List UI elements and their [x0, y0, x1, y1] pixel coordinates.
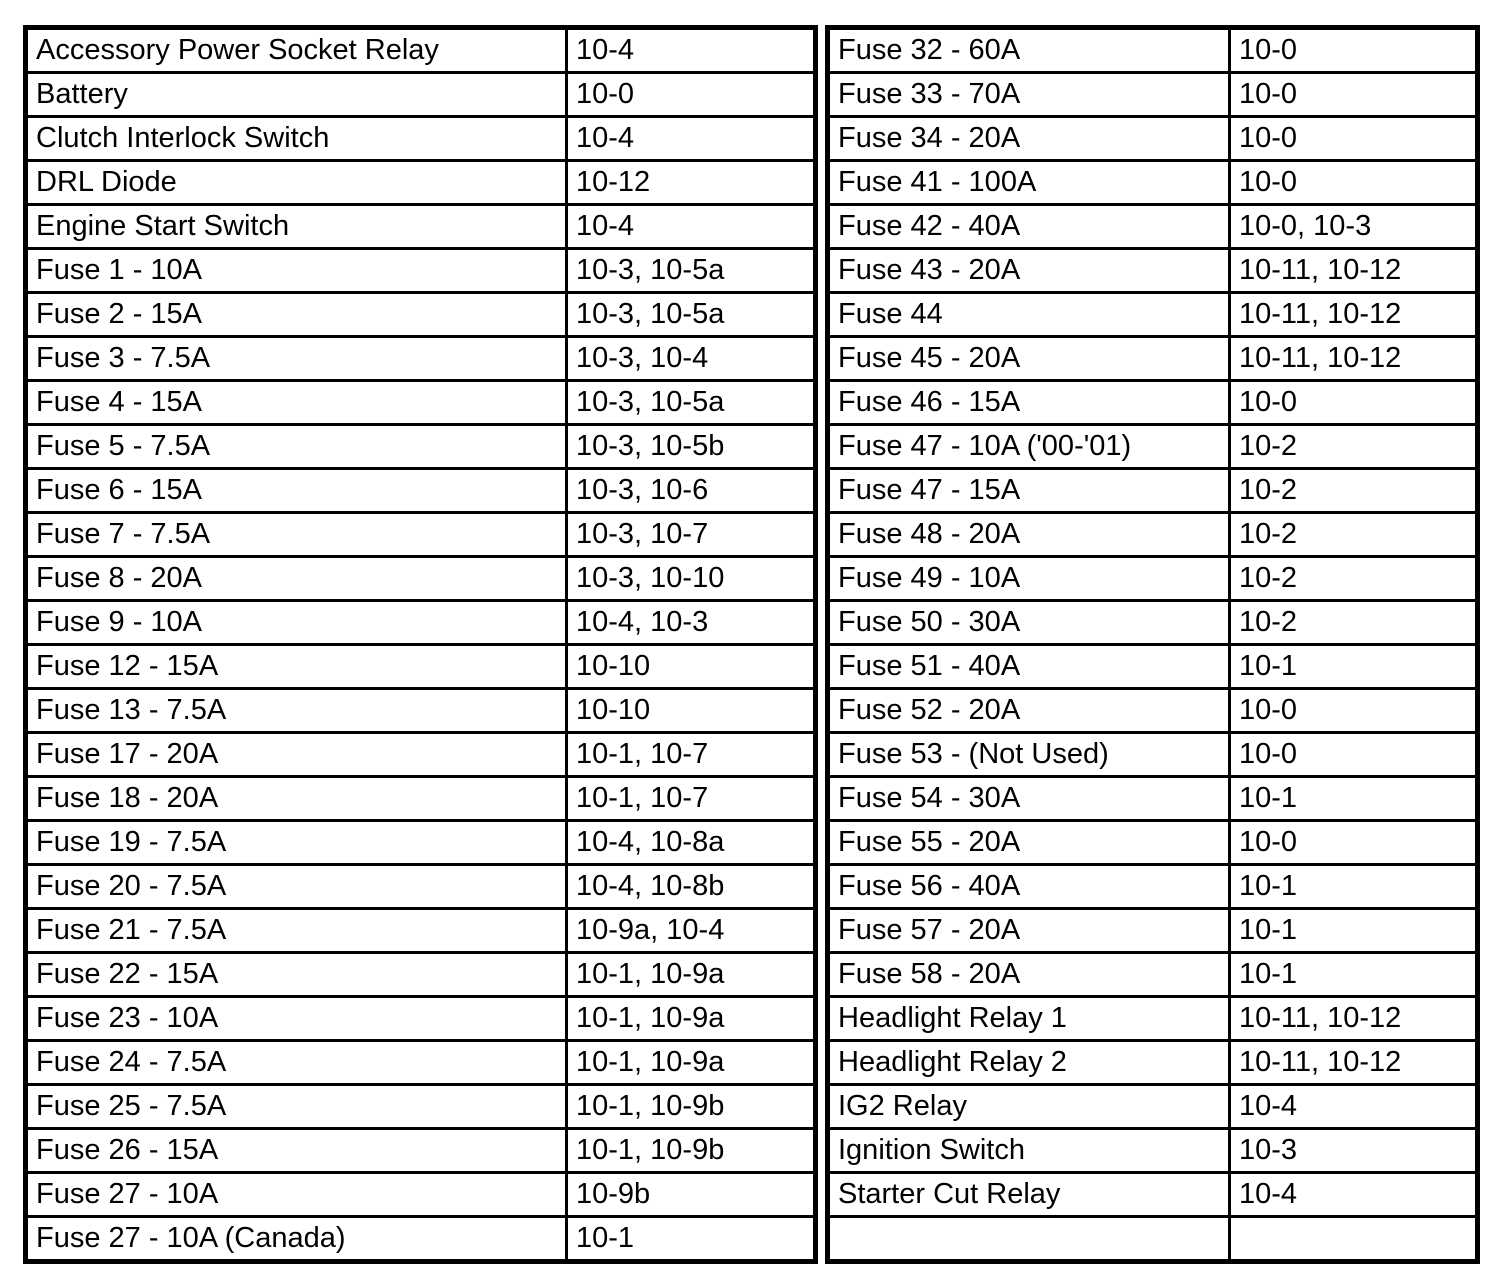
component-name-cell: Fuse 58 - 20A — [828, 953, 1230, 997]
page-reference-cell: 10-1 — [1230, 953, 1478, 997]
component-name-cell: Fuse 49 - 10A — [828, 557, 1230, 601]
table-row — [828, 1085, 1478, 1129]
page-reference-cell: 10-2 — [1230, 425, 1478, 469]
component-name-cell: Fuse 27 - 10A (Canada) — [26, 1217, 567, 1262]
table-row — [26, 953, 816, 997]
component-name-cell — [828, 1217, 1230, 1262]
page-reference-cell: 10-2 — [1230, 469, 1478, 513]
table-row — [828, 557, 1478, 601]
table-row — [26, 865, 816, 909]
component-name-cell: Fuse 27 - 10A — [26, 1173, 567, 1217]
table-row — [26, 645, 816, 689]
table-row — [828, 513, 1478, 557]
component-name-cell: Fuse 57 - 20A — [828, 909, 1230, 953]
page-reference-cell: 10-0 — [1230, 28, 1478, 73]
component-name-cell: IG2 Relay — [828, 1085, 1230, 1129]
table-row — [828, 293, 1478, 337]
table-row — [828, 381, 1478, 425]
page-reference-cell: 10-4 — [567, 117, 816, 161]
page-reference-cell: 10-2 — [1230, 513, 1478, 557]
component-name-cell: Fuse 42 - 40A — [828, 205, 1230, 249]
page-reference-cell: 10-0 — [567, 73, 816, 117]
component-name-cell: Fuse 1 - 10A — [26, 249, 567, 293]
component-name-cell: Fuse 48 - 20A — [828, 513, 1230, 557]
component-name-cell: Fuse 46 - 15A — [828, 381, 1230, 425]
page-reference-cell: 10-2 — [1230, 601, 1478, 645]
page-reference-cell: 10-0 — [1230, 161, 1478, 205]
table-row — [26, 557, 816, 601]
table-row — [828, 645, 1478, 689]
page-reference-cell: 10-9a, 10-4 — [567, 909, 816, 953]
table-row — [828, 205, 1478, 249]
component-name-cell: Fuse 32 - 60A — [828, 28, 1230, 73]
component-name-cell: Fuse 19 - 7.5A — [26, 821, 567, 865]
page-reference-cell: 10-1, 10-9a — [567, 953, 816, 997]
page-reference-cell: 10-12 — [567, 161, 816, 205]
page-reference-cell: 10-1 — [1230, 909, 1478, 953]
table-row — [26, 381, 816, 425]
component-name-cell: DRL Diode — [26, 161, 567, 205]
table-row — [26, 205, 816, 249]
page-reference-cell: 10-10 — [567, 645, 816, 689]
component-name-cell: Fuse 43 - 20A — [828, 249, 1230, 293]
table-row — [26, 601, 816, 645]
table-row — [828, 777, 1478, 821]
table-row — [828, 909, 1478, 953]
component-name-cell: Fuse 47 - 15A — [828, 469, 1230, 513]
table-row — [26, 1129, 816, 1173]
table-row — [26, 733, 816, 777]
component-name-cell: Fuse 52 - 20A — [828, 689, 1230, 733]
table-row — [828, 1217, 1478, 1262]
page-reference-cell: 10-4 — [567, 28, 816, 73]
table-row — [26, 161, 816, 205]
component-name-cell: Fuse 44 — [828, 293, 1230, 337]
table-row — [26, 117, 816, 161]
component-name-cell: Fuse 41 - 100A — [828, 161, 1230, 205]
page-reference-cell: 10-2 — [1230, 557, 1478, 601]
page-reference-cell: 10-11, 10-12 — [1230, 337, 1478, 381]
component-name-cell: Fuse 50 - 30A — [828, 601, 1230, 645]
component-name-cell: Fuse 51 - 40A — [828, 645, 1230, 689]
page-reference-cell: 10-1 — [1230, 865, 1478, 909]
component-name-cell: Fuse 33 - 70A — [828, 73, 1230, 117]
component-name-cell: Fuse 53 - (Not Used) — [828, 733, 1230, 777]
component-name-cell: Fuse 6 - 15A — [26, 469, 567, 513]
table-row — [26, 1041, 816, 1085]
page-reference-cell: 10-1 — [1230, 645, 1478, 689]
component-name-cell: Fuse 8 - 20A — [26, 557, 567, 601]
component-name-cell: Accessory Power Socket Relay — [26, 28, 567, 73]
component-name-cell: Fuse 9 - 10A — [26, 601, 567, 645]
page-reference-cell — [1230, 1217, 1478, 1262]
component-name-cell: Starter Cut Relay — [828, 1173, 1230, 1217]
page-reference-cell: 10-1, 10-9a — [567, 997, 816, 1041]
page-reference-cell: 10-4, 10-8a — [567, 821, 816, 865]
page-reference-cell: 10-0 — [1230, 733, 1478, 777]
component-name-cell: Fuse 25 - 7.5A — [26, 1085, 567, 1129]
table-row — [828, 161, 1478, 205]
table-row — [828, 953, 1478, 997]
table-row — [828, 117, 1478, 161]
component-name-cell: Fuse 54 - 30A — [828, 777, 1230, 821]
component-name-cell: Fuse 56 - 40A — [828, 865, 1230, 909]
page-reference-cell: 10-0 — [1230, 381, 1478, 425]
component-name-cell: Engine Start Switch — [26, 205, 567, 249]
component-name-cell: Fuse 17 - 20A — [26, 733, 567, 777]
table-row — [26, 249, 816, 293]
page-reference-cell: 10-1, 10-9b — [567, 1129, 816, 1173]
table-row — [828, 1173, 1478, 1217]
component-name-cell: Clutch Interlock Switch — [26, 117, 567, 161]
page-reference-cell: 10-4 — [1230, 1173, 1478, 1217]
table-row — [828, 28, 1478, 73]
component-name-cell: Fuse 13 - 7.5A — [26, 689, 567, 733]
page-reference-cell: 10-0 — [1230, 821, 1478, 865]
table-row — [26, 293, 816, 337]
component-name-cell: Fuse 12 - 15A — [26, 645, 567, 689]
page-reference-cell: 10-3, 10-6 — [567, 469, 816, 513]
page-reference-cell: 10-0, 10-3 — [1230, 205, 1478, 249]
page-reference-cell: 10-1, 10-7 — [567, 777, 816, 821]
table-row — [26, 1217, 816, 1262]
component-name-cell: Fuse 24 - 7.5A — [26, 1041, 567, 1085]
component-name-cell: Fuse 5 - 7.5A — [26, 425, 567, 469]
component-name-cell: Fuse 7 - 7.5A — [26, 513, 567, 557]
component-name-cell: Fuse 20 - 7.5A — [26, 865, 567, 909]
fuse-index-table-left — [23, 25, 818, 1264]
page-reference-cell: 10-0 — [1230, 689, 1478, 733]
page-reference-cell: 10-11, 10-12 — [1230, 293, 1478, 337]
table-row — [26, 997, 816, 1041]
table-row — [828, 425, 1478, 469]
table-row — [26, 337, 816, 381]
table-row — [26, 1173, 816, 1217]
component-name-cell: Fuse 4 - 15A — [26, 381, 567, 425]
table-row — [828, 865, 1478, 909]
table-row — [828, 73, 1478, 117]
table-row — [26, 909, 816, 953]
page-reference-cell: 10-1, 10-7 — [567, 733, 816, 777]
table-row — [26, 777, 816, 821]
table-row — [828, 601, 1478, 645]
component-name-cell: Fuse 45 - 20A — [828, 337, 1230, 381]
table-row — [828, 1129, 1478, 1173]
component-name-cell: Battery — [26, 73, 567, 117]
page-reference-cell: 10-3, 10-5a — [567, 293, 816, 337]
component-name-cell: Fuse 18 - 20A — [26, 777, 567, 821]
page-reference-cell: 10-1, 10-9b — [567, 1085, 816, 1129]
fuse-index-table-right — [825, 25, 1480, 1264]
table-row — [828, 997, 1478, 1041]
table-row — [828, 821, 1478, 865]
component-name-cell: Fuse 47 - 10A ('00-'01) — [828, 425, 1230, 469]
table-row — [26, 469, 816, 513]
page-reference-cell: 10-3, 10-10 — [567, 557, 816, 601]
table-row — [828, 337, 1478, 381]
page-reference-cell: 10-0 — [1230, 73, 1478, 117]
table-row — [26, 821, 816, 865]
component-name-cell: Headlight Relay 2 — [828, 1041, 1230, 1085]
component-name-cell: Fuse 2 - 15A — [26, 293, 567, 337]
table-row — [26, 28, 816, 73]
page-reference-cell: 10-9b — [567, 1173, 816, 1217]
page-reference-cell: 10-1, 10-9a — [567, 1041, 816, 1085]
page-reference-cell: 10-4, 10-3 — [567, 601, 816, 645]
component-name-cell: Fuse 55 - 20A — [828, 821, 1230, 865]
page-reference-cell: 10-3, 10-7 — [567, 513, 816, 557]
component-name-cell: Fuse 22 - 15A — [26, 953, 567, 997]
page-reference-cell: 10-3, 10-5b — [567, 425, 816, 469]
page-reference-cell: 10-3, 10-5a — [567, 249, 816, 293]
component-name-cell: Fuse 26 - 15A — [26, 1129, 567, 1173]
page-reference-cell: 10-1 — [567, 1217, 816, 1262]
component-name-cell: Fuse 21 - 7.5A — [26, 909, 567, 953]
page-reference-cell: 10-1 — [1230, 777, 1478, 821]
page-reference-cell: 10-3 — [1230, 1129, 1478, 1173]
page-reference-cell: 10-4 — [1230, 1085, 1478, 1129]
table-row — [26, 513, 816, 557]
table-row — [26, 689, 816, 733]
table-row — [26, 1085, 816, 1129]
component-name-cell: Fuse 3 - 7.5A — [26, 337, 567, 381]
fuse-index-table-right-body — [828, 28, 1478, 1262]
page-reference-cell: 10-11, 10-12 — [1230, 249, 1478, 293]
table-row — [828, 249, 1478, 293]
table-row — [828, 1041, 1478, 1085]
table-row — [26, 73, 816, 117]
page-reference-cell: 10-11, 10-12 — [1230, 997, 1478, 1041]
component-name-cell: Fuse 23 - 10A — [26, 997, 567, 1041]
page-reference-cell: 10-11, 10-12 — [1230, 1041, 1478, 1085]
page-reference-cell: 10-10 — [567, 689, 816, 733]
component-name-cell: Ignition Switch — [828, 1129, 1230, 1173]
table-row — [828, 733, 1478, 777]
component-name-cell: Headlight Relay 1 — [828, 997, 1230, 1041]
table-row — [828, 689, 1478, 733]
table-row — [26, 425, 816, 469]
component-name-cell: Fuse 34 - 20A — [828, 117, 1230, 161]
table-row — [828, 469, 1478, 513]
fuse-index-table-left-body — [26, 28, 816, 1262]
page-reference-cell: 10-3, 10-4 — [567, 337, 816, 381]
page-reference-cell: 10-0 — [1230, 117, 1478, 161]
page-reference-cell: 10-4 — [567, 205, 816, 249]
page-reference-cell: 10-4, 10-8b — [567, 865, 816, 909]
page-reference-cell: 10-3, 10-5a — [567, 381, 816, 425]
